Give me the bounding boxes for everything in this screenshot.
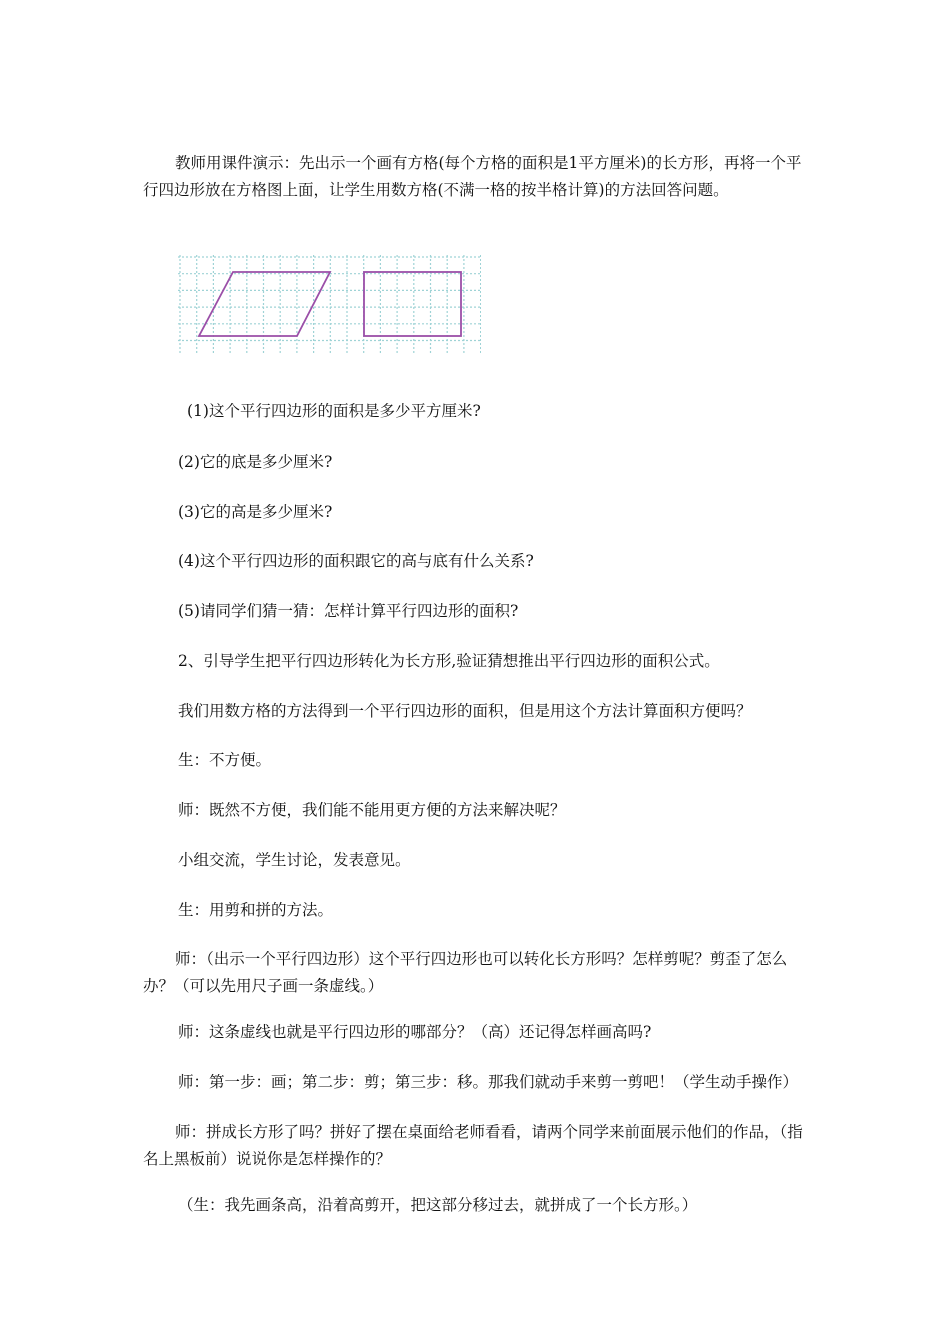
paragraph-5: 生：用剪和拼的方法。: [178, 901, 334, 919]
question-1: (1)这个平行四边形的面积是多少平方厘米?: [187, 402, 481, 420]
step-2-heading: 2、引导学生把平行四边形转化为长方形,验证猜想推出平行四边形的面积公式。: [178, 652, 720, 670]
paragraph-10: （生：我先画条高，沿着高剪开，把这部分移过去，就拼成了一个长方形。）: [178, 1196, 698, 1214]
paragraph-8: 师：第一步：画；第二步：剪；第三步：移。那我们就动手来剪一剪吧！（学生动手操作）: [178, 1073, 799, 1091]
paragraph-7: 师：这条虚线也就是平行四边形的哪部分？（高）还记得怎样画高吗?: [178, 1023, 652, 1041]
intro-paragraph: 教师用课件演示：先出示一个画有方格(每个方格的面积是1平方厘米)的长方形，再将一个平行四边形放在方格图上面，让学生用数方格(不满一格的按半格计算)的方法回答问题。: [143, 154, 802, 199]
question-2: (2)它的底是多少厘米?: [178, 453, 333, 471]
question-3: (3)它的高是多少厘米?: [178, 503, 333, 521]
paragraph-9: 师：拼成长方形了吗？拼好了摆在桌面给老师看看，请两个同学来前面展示他们的作品，（指名上黑板前）说说你是怎样操作的？: [143, 1123, 803, 1168]
grid-figure: [178, 255, 481, 355]
question-5: (5)请同学们猜一猜：怎样计算平行四边形的面积?: [178, 602, 519, 620]
question-4: (4)这个平行四边形的面积跟它的高与底有什么关系?: [178, 552, 534, 570]
paragraph-6: 师：（出示一个平行四边形）这个平行四边形也可以转化长方形吗？怎样剪呢？剪歪了怎么办？（可以先用尺子画一条虚线。）: [143, 950, 788, 995]
paragraph-4: 小组交流，学生讨论，发表意见。: [178, 851, 411, 869]
grid-figure-svg: [178, 255, 481, 355]
paragraph-1: 我们用数方格的方法得到一个平行四边形的面积，但是用这个方法计算面积方便吗？: [178, 702, 752, 720]
parallelogram-shape: [199, 272, 330, 336]
rectangle-shape: [364, 272, 461, 336]
paragraph-3: 师：既然不方便，我们能不能用更方便的方法来解决呢？: [178, 801, 566, 819]
paragraph-2: 生：不方便。: [178, 751, 272, 769]
